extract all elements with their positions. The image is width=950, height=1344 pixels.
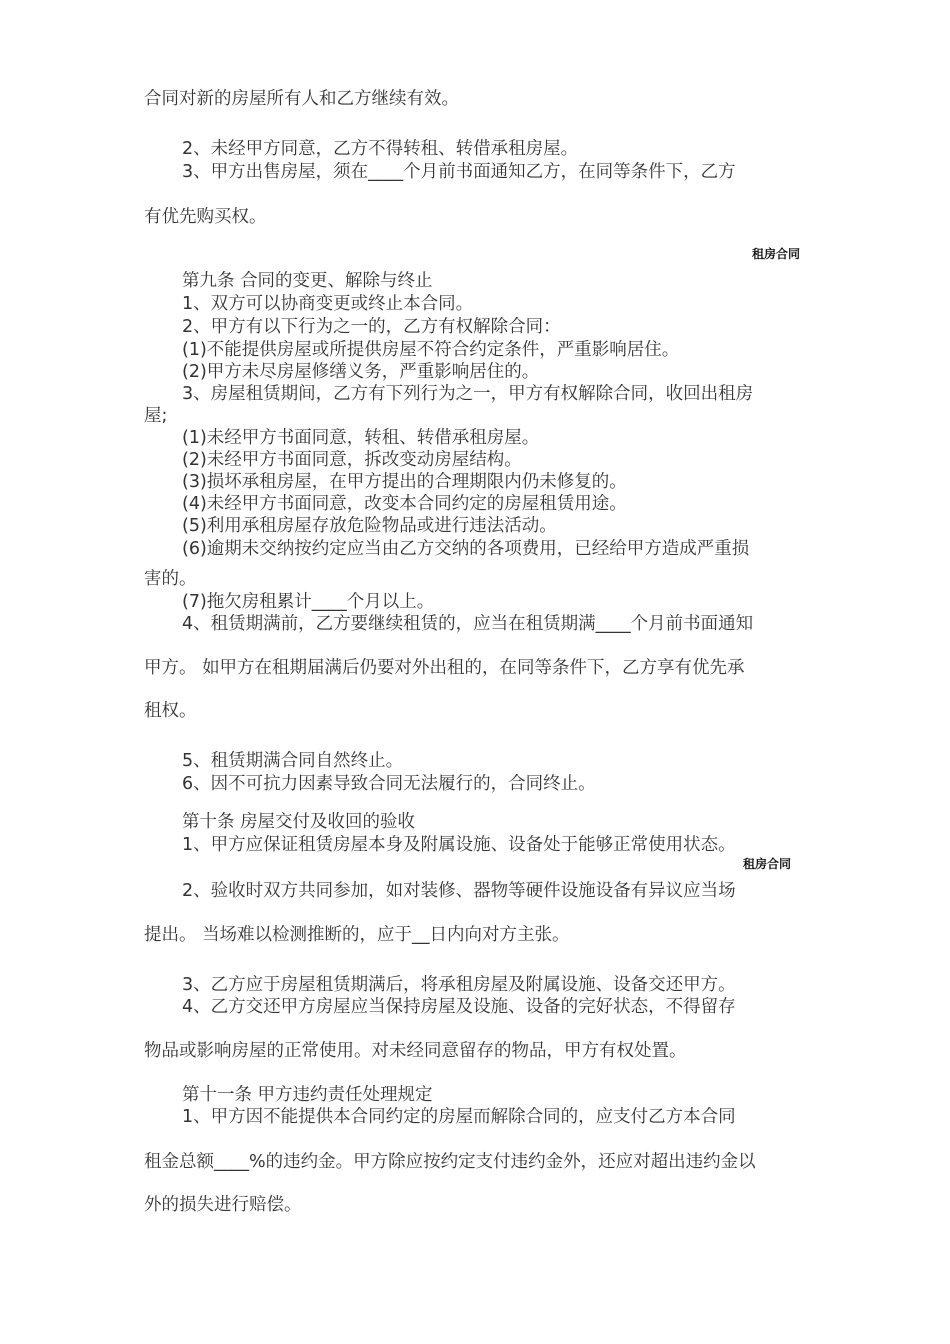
running-header: 租房合同 (743, 857, 792, 871)
text-line: 害的。 (144, 569, 197, 589)
text-line: 提出。 当场难以检测推断的，应于__日内向对方主张。 (144, 925, 570, 945)
text-line: (5)利用承租房屋存放危险物品或进行违法活动。 (182, 516, 557, 536)
text-line: 2、未经甲方同意，乙方不得转租、转借承租房屋。 (182, 139, 579, 159)
text-line: 6、因不可抗力因素导致合同无法履行的，合同终止。 (182, 774, 596, 794)
text-line: 甲方。 如甲方在租期届满后仍要对外出租的，在同等条件下，乙方享有优先承 (144, 658, 745, 678)
section-heading: 第十一条 甲方违约责任处理规定 (182, 1085, 433, 1105)
text-line: (6)逾期未交纳按约定应当由乙方交纳的各项费用，已经给甲方造成严重损 (182, 539, 750, 559)
text-line: (2)甲方未尽房屋修缮义务，严重影响居住的。 (182, 362, 540, 382)
text-line: (1)未经甲方书面同意，转租、转借承租房屋。 (182, 428, 540, 448)
text-line: 1、甲方因不能提供本合同约定的房屋而解除合同的，应支付乙方本合同 (182, 1107, 736, 1127)
text-line: 租权。 (144, 701, 197, 721)
text-line: (2)未经甲方书面同意，拆改变动房屋结构。 (182, 450, 522, 470)
text-line: 外的损失进行赔偿。 (144, 1195, 302, 1215)
text-line: 屋; (144, 406, 168, 426)
running-header: 租房合同 (752, 247, 801, 261)
text-line: 3、甲方出售房屋，须在____个月前书面通知乙方，在同等条件下，乙方 (182, 162, 736, 182)
text-line: 4、乙方交还甲方房屋应当保持房屋及设施、设备的完好状态，不得留存 (182, 997, 736, 1017)
text-line: 3、乙方应于房屋租赁期满后，将承租房屋及附属设施、设备交还甲方。 (182, 975, 736, 995)
text-line: 4、租赁期满前，乙方要继续租赁的，应当在租赁期满____个月前书面通知 (182, 614, 754, 634)
text-line: 2、甲方有以下行为之一的，乙方有权解除合同： (182, 317, 561, 337)
text-line: 租金总额____%的违约金。甲方除应按约定支付违约金外，还应对超出违约金以 (144, 1152, 756, 1172)
section-heading: 第十条 房屋交付及收回的验收 (182, 812, 416, 832)
text-line: (3)损坏承租房屋，在甲方提出的合理期限内仍未修复的。 (182, 472, 627, 492)
text-line: 有优先购买权。 (144, 207, 267, 227)
text-line: 3、房屋租赁期间，乙方有下列行为之一，甲方有权解除合同，收回出租房 (182, 384, 754, 404)
text-line: (1)不能提供房屋或所提供房屋不符合约定条件，严重影响居住。 (182, 340, 680, 360)
text-line: 2、验收时双方共同参加，如对装修、器物等硬件设施设备有异议应当场 (182, 881, 736, 901)
text-line: 物品或影响房屋的正常使用。对未经同意留存的物品，甲方有权处置。 (144, 1041, 687, 1061)
text-line: 1、双方可以协商变更或终止本合同。 (182, 294, 474, 314)
text-line: 合同对新的房屋所有人和乙方继续有效。 (144, 89, 459, 109)
text-line: (4)未经甲方书面同意，改变本合同约定的房屋租赁用途。 (182, 494, 627, 514)
text-line: (7)拖欠房租累计____个月以上。 (182, 592, 435, 612)
text-line: 5、租赁期满合同自然终止。 (182, 751, 404, 771)
section-heading: 第九条 合同的变更、解除与终止 (182, 271, 433, 291)
text-line: 1、甲方应保证租赁房屋本身及附属设施、设备处于能够正常使用状态。 (182, 835, 736, 855)
